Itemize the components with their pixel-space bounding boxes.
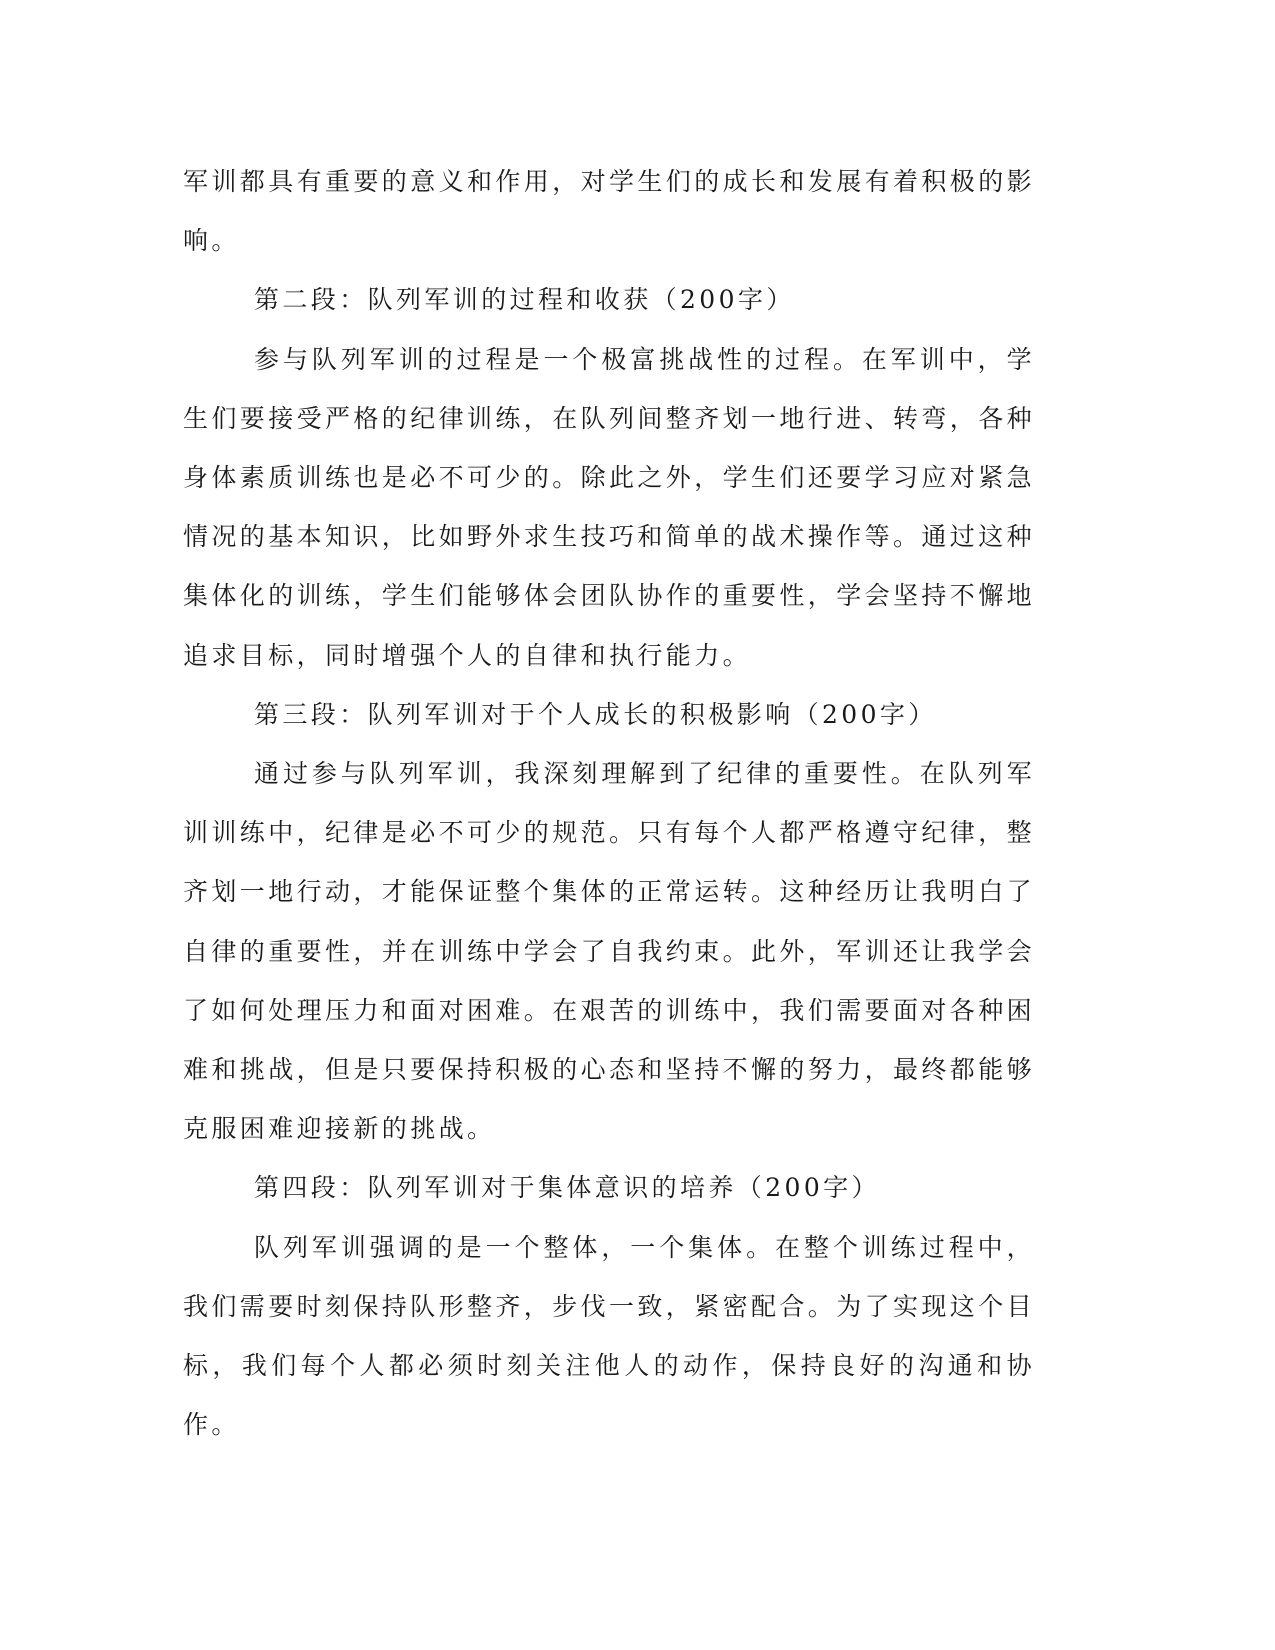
paragraph-section-2: 参与队列军训的过程是一个极富挑战性的过程。在军训中，学生们要接受严格的纪律训练，在队列间整齐划一地行进、转弯，各种身体素质训练也是必不可少的。除此之外，学生们还要学习应对紧急情况的基本知识，比如野外求生技巧和简单的战术操作等。通过这种集体化的训练，学生们能够体会团队协作的重要性，学会坚持不懈地追求目标，同时增强个人的自律和执行能力。 [183,344,1036,670]
paragraph-section-3: 通过参与队列军训，我深刻理解到了纪律的重要性。在队列军训训练中，纪律是必不可少的规范。只有每个人都严格遵守纪律，整齐划一地行动，才能保证整个集体的正常运转。这种经历让我明白了自律的重要性，并在训练中学会了自我约束。此外，军训还让我学会了如何处理压力和面对困难。在艰苦的训练中，我们需要面对各种困难和挑战，但是只要保持积极的心态和坚持不懈的努力，最终都能够克服困难迎接新的挑战。 [183,759,1036,1144]
section-heading-4: 第四段：队列军训对于集体意识的培养（200字） [254,1173,880,1203]
section-heading-2: 第二段：队列军训的过程和收获（200字） [254,285,795,315]
paragraph-section-4: 队列军训强调的是一个整体，一个集体。在整个训练过程中，我们需要时刻保持队形整齐，步伐一致，紧密配合。为了实现这个目标，我们每个人都必须时刻关注他人的动作，保持良好的沟通和协作。 [183,1232,1036,1440]
paragraph-continuation: 军训都具有重要的意义和作用，对学生们的成长和发展有着积极的影响。 [183,167,1036,256]
section-heading-3: 第三段：队列军训对于个人成长的积极影响（200字） [254,699,937,729]
document-body [183,152,1035,1454]
